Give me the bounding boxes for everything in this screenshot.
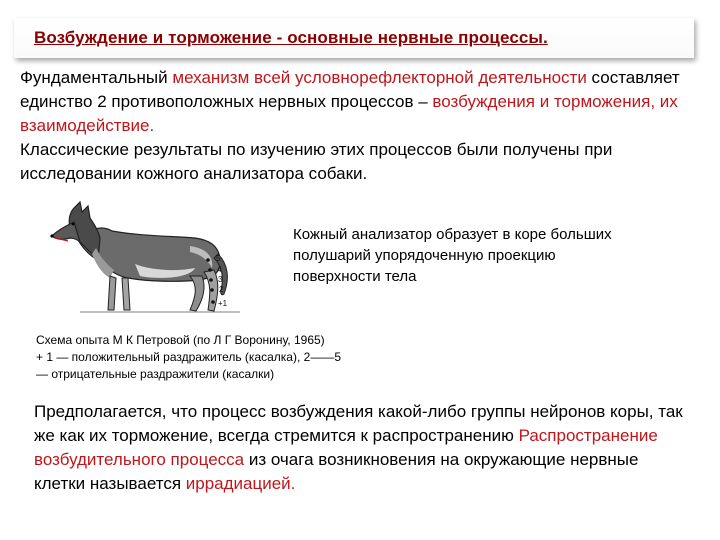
conclusion-highlight-irradiation: иррадиацией. [185,474,296,493]
intro-text-3: Классические результаты по изучению этих процессов были получены при исследовании кожного анализатора собаки. [20,140,613,183]
figure-caption [36,332,416,383]
caption-line-3: — отрицательные раздражители (касалки) [36,367,275,381]
stimulus-label-5: 5 [216,254,221,263]
stimulus-label-3: 3 [218,275,223,284]
intro-highlight-processes: возбуждения и торможения, их взаимодействие. [20,92,678,135]
intro-paragraph [20,66,700,186]
conclusion-paragraph [34,400,694,496]
conclusion-text-1: Предполагается, что процесс возбуждения какой-либо группы нейронов коры, так же как их торможение, всегда стремится к распространению [34,402,683,445]
conclusion-text-2: из очага возникновения на окружающие нервные клетки называется [34,450,639,493]
caption-line-2: + 1 — положительный раздражитель (касалка), 2——5 [36,350,341,364]
stimulus-label-2: 2 [219,285,224,294]
stimulus-label-4: 4 [217,265,222,274]
dog-front-leg [108,276,116,310]
caption-line-1: Схема опыта М К Петровой (по Л Г Воронину, 1965) [36,333,325,347]
intro-text-1: Фундаментальный [20,68,173,87]
dog-illustration [40,198,250,316]
slide-title: Возбуждение и торможение - основные нервные процессы. [14,18,694,58]
intro-highlight-mechanism: механизм всей условнорефлекторной деятельности [172,68,587,87]
conclusion-highlight-spread: Распространение возбудительного процесса [34,426,658,469]
analyzer-description: Кожный анализатор образует в коре больших полушарий упорядоченную проекцию поверхности тела [293,226,612,285]
stimulus-label-1: +1 [218,299,228,308]
intro-text-2: составляет единство 2 противоположных нервных процессов – [20,68,680,111]
